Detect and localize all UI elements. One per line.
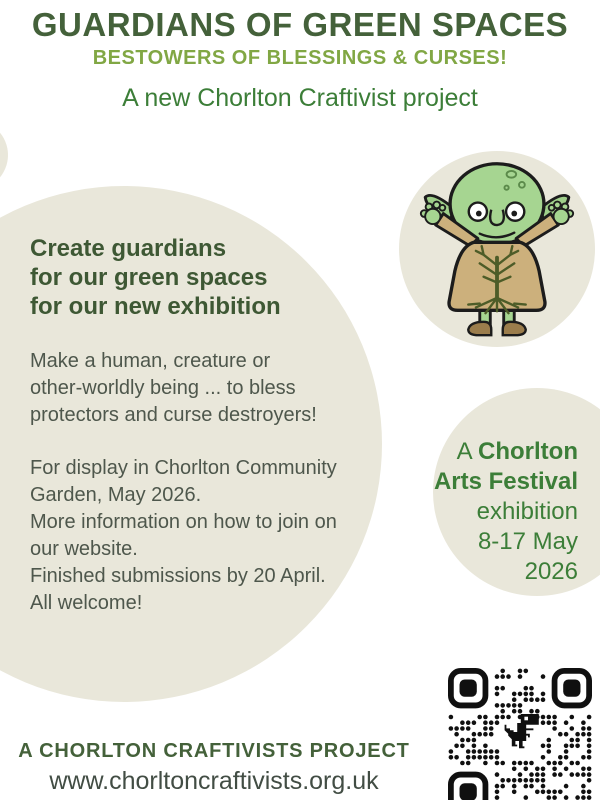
project-credit: A CHORLTON CRAFTIVISTS PROJECT	[18, 740, 410, 762]
festival-line-1: A Chorlton	[456, 438, 578, 465]
festival-line-2: Arts Festival	[433, 468, 578, 495]
main-text-block	[30, 234, 366, 617]
goblin-circle	[399, 151, 595, 347]
festival-line-3: exhibition	[476, 498, 578, 525]
festival-line-4: 8-17 May	[477, 528, 578, 555]
page-title: GUARDIANS OF GREEN SPACES	[31, 6, 569, 43]
tagline: A new Chorlton Craftivist project	[122, 84, 478, 112]
circle-heading: Create guardians for our green spaces for our new exhibition	[30, 235, 281, 320]
footer	[0, 740, 428, 796]
festival-text-block	[388, 437, 578, 587]
festival-line-5: 2026	[524, 558, 578, 585]
goblin-icon	[411, 158, 583, 340]
decor-circle-small	[0, 120, 8, 190]
website-url: www.chorltoncraftivists.org.uk	[49, 767, 379, 795]
circle-paragraph-2: For display in Chorlton Community Garden, May 2026. More information on how to join on our website. Finished submissions by 20 April. All welcome!	[30, 457, 337, 614]
page-subtitle: BESTOWERS OF BLESSINGS & CURSES!	[92, 47, 508, 69]
dino-icon	[505, 714, 539, 748]
qr-code	[448, 668, 592, 800]
qr-code-svg	[448, 668, 592, 800]
circle-paragraph-1: Make a human, creature or other-worldly being ... to bless protectors and curse destroyers!	[30, 350, 317, 426]
